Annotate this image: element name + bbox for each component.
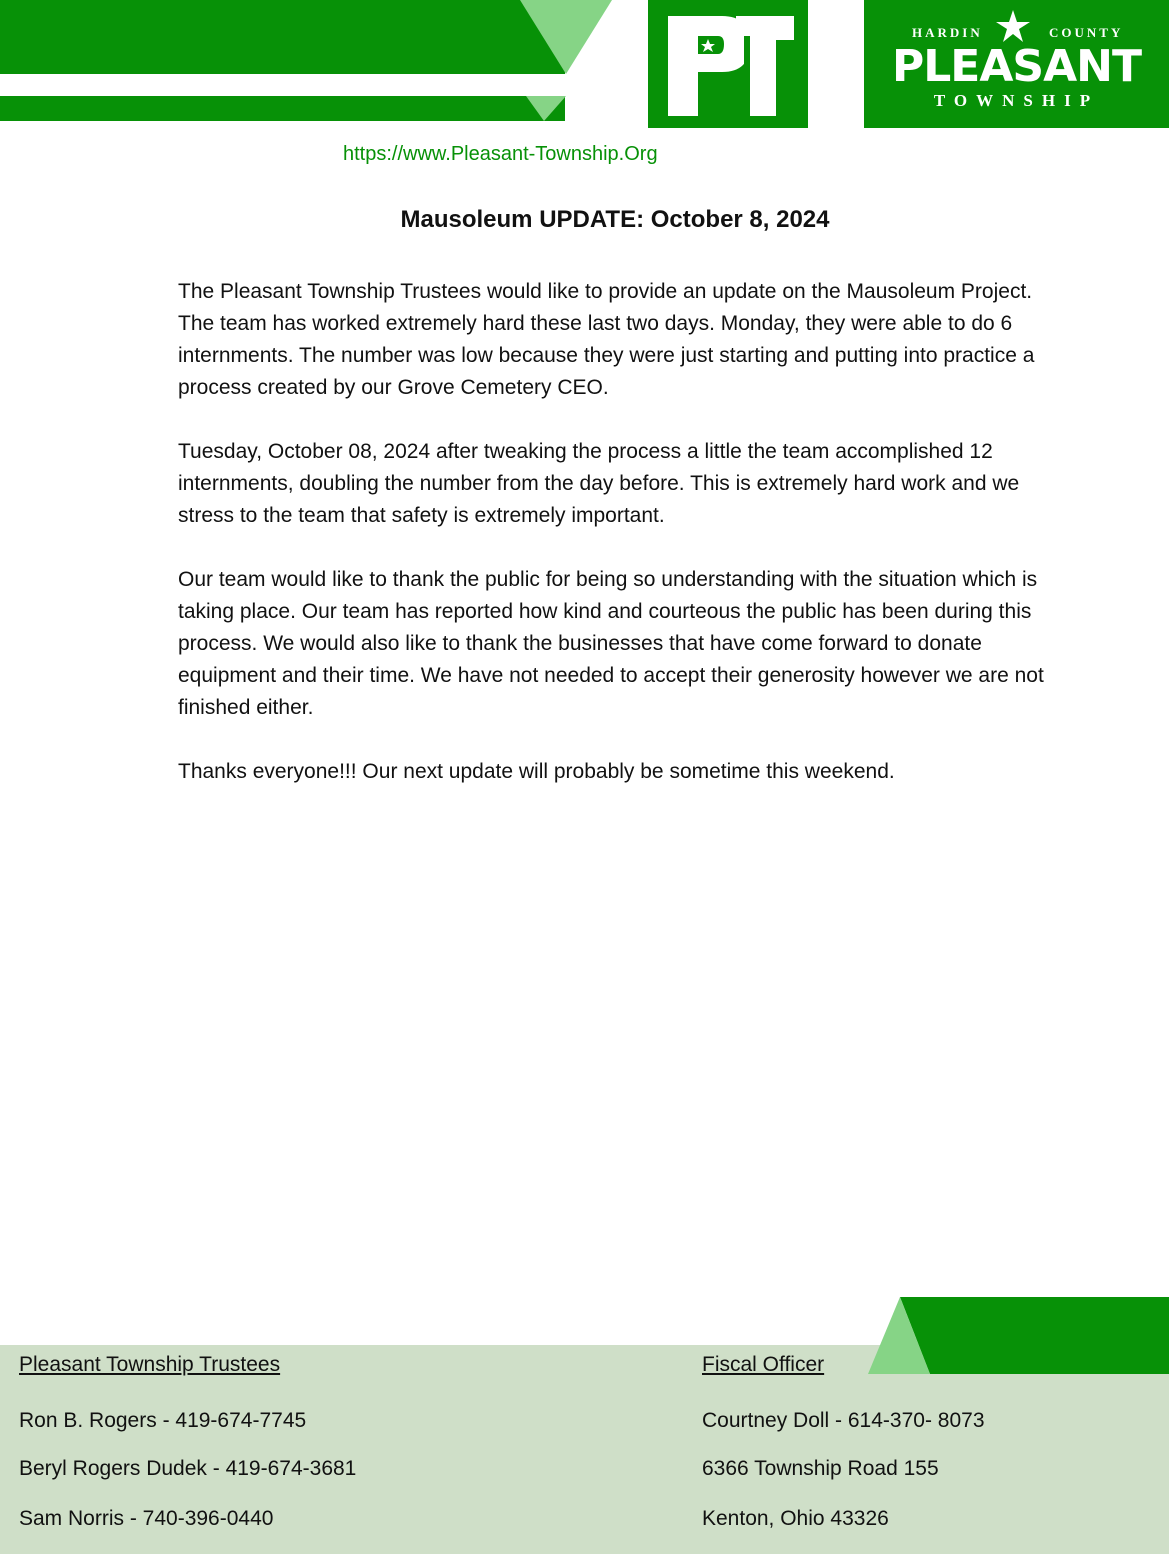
trustee-entry: Sam Norris - 740-396-0440	[19, 1507, 274, 1530]
document-title: Mausoleum UPDATE: October 8, 2024	[400, 206, 830, 233]
paragraph: Our team would like to thank the public for being so understanding with the situation which is taking place. Our team has reported how kind and courteous the public has been during this process. We would also like to thank the businesses that have come forward to donate equipment and their time. We have not needed to accept their generosity however we are not finished either.	[178, 568, 1044, 719]
township-label: TOWNSHIP	[933, 91, 1100, 110]
county-label-right: COUNTY	[1049, 25, 1124, 40]
paragraph: Thanks everyone!!! Our next update will probably be sometime this weekend.	[178, 760, 895, 783]
trustees-heading: Pleasant Township Trustees	[19, 1353, 281, 1376]
document-body	[178, 276, 1058, 820]
pt-logo	[648, 0, 808, 128]
township-name: PLEASANT	[892, 41, 1141, 92]
fiscal-address-line: Kenton, Ohio 43326	[702, 1507, 889, 1530]
footer-decoration	[860, 1297, 1169, 1377]
county-logo	[864, 0, 1169, 128]
county-label-left: HARDIN	[912, 25, 983, 40]
fiscal-officer-entry: Courtney Doll - 614-370- 8073	[702, 1409, 985, 1432]
header-band-top	[0, 0, 565, 74]
footer-band	[900, 1297, 1169, 1374]
fiscal-address-line: 6366 Township Road 155	[702, 1457, 939, 1480]
trustee-entry: Ron B. Rogers - 419-674-7745	[19, 1409, 307, 1432]
paragraph: The Pleasant Township Trustees would like to provide an update on the Mausoleum Project. The team has worked extremely hard these last two days. Monday, they were able to do 6 internments. The number was low because they were just starting and putting into practice a process created by our Grove Cemetery CEO.	[178, 280, 1035, 399]
website-link[interactable]: https://www.Pleasant-Township.Org	[343, 143, 658, 165]
header-band-bottom	[0, 96, 565, 121]
trustee-entry: Beryl Rogers Dudek - 419-674-3681	[19, 1457, 357, 1480]
paragraph: Tuesday, October 08, 2024 after tweaking the process a little the team accomplished 12 internments, doubling the number from the day before. This is extremely hard work and we stress to the team that safety is extremely important.	[178, 440, 1020, 527]
fiscal-heading: Fiscal Officer	[702, 1353, 825, 1376]
star-icon	[996, 10, 1030, 42]
